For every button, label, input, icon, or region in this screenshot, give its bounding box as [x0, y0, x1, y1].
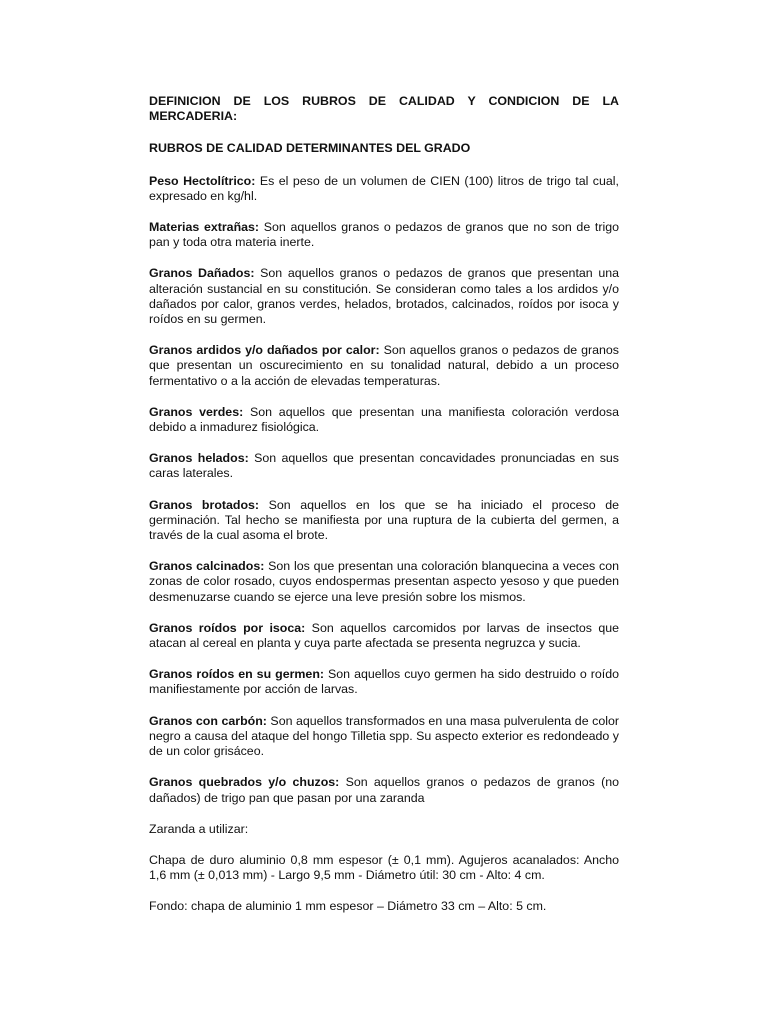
document-title: DEFINICION DE LOS RUBROS DE CALIDAD Y CONDICION DE LA MERCADERIA:	[149, 94, 619, 124]
definition-text: Son aquellos cuyo germen ha sido destruido o roído manifiestamente por acción de larvas.	[149, 667, 619, 697]
definition-term: Granos ardidos y/o dañados por calor:	[149, 343, 380, 358]
definition-text: Son aquellos en los que se ha iniciado el proceso de germinación. Tal hecho se manifiesta por una ruptura de la cubierta del germen, a través de la cual asoma el brote.	[149, 497, 619, 543]
definition-text: Son aquellos carcomidos por larvas de insectos que atacan al cereal en planta y cuya parte afectada se presenta negruzca y sucia.	[149, 620, 620, 651]
definition-text: Es el peso de un volumen de CIEN (100) litros de trigo tal cual, expresado en kg/hl.	[149, 173, 619, 203]
definition-term: Granos Dañados:	[149, 266, 255, 281]
definition-term: Granos roídos por isoca:	[149, 620, 306, 635]
definition-text: Son los que presentan una coloración blanquecina a veces con zonas de color rosado, cuyos endospermas presentan aspecto yesoso y que pueden desmenuzarse cuando se ejerce una leve presión sobre los mismos.	[149, 559, 620, 604]
definition-text: Son aquellos que presentan una manifiesta coloración verdosa debido a inmadurez fisiológica.	[149, 404, 620, 435]
definition-text: Son aquellos granos o pedazos de granos (no dañados) de trigo pan que pasan por una zaranda	[149, 775, 619, 805]
definition-text: Son aquellos transformados en una masa pulverulenta de color negro a causa del ataque del hongo Tilletia spp. Su aspecto exterior es redondeado y de un color grisáceo.	[149, 713, 619, 759]
definition-term: Granos verdes:	[149, 404, 244, 419]
definition-granos-brotados	[149, 498, 619, 544]
definition-text: Son aquellos que presentan concavidades pronunciadas en sus caras laterales.	[149, 451, 619, 481]
definition-granos-calcinados	[149, 559, 619, 605]
definition-term: Granos con carbón:	[149, 713, 267, 728]
definition-text: Son aquellos granos o pedazos de granos que presentan un oscurecimiento en su tonalidad natural, debido a un proceso fermentativo o a la acción de elevadas temperaturas.	[149, 343, 619, 388]
definition-granos-verdes	[149, 405, 619, 435]
zaranda-label: Zaranda a utilizar:	[149, 821, 249, 836]
definition-text: Son aquellos granos o pedazos de granos que presentan una alteración sustancial en su constitución. Se consideran como tales a los ardidos y/o dañados por calor, granos verdes, helados, brotados, calcinados, roídos por isoca y roídos en su germen.	[149, 266, 619, 327]
definition-term: Peso Hectolítrico:	[149, 173, 256, 188]
definition-term: Granos calcinados:	[149, 559, 265, 574]
definition-granos-quebrados	[149, 775, 619, 805]
definition-granos-roidos-isoca	[149, 621, 619, 651]
definition-term: Granos brotados:	[149, 497, 260, 512]
section-subtitle: RUBROS DE CALIDAD DETERMINANTES DEL GRADO	[149, 141, 471, 156]
document-page	[149, 94, 619, 931]
chapa-spec: Chapa de duro aluminio 0,8 mm espesor (± 0,1 mm). Agujeros acanalados: Ancho 1,6 mm (± 0,013 mm) - Largo 9,5 mm - Diámetro útil: 30 cm - Alto: 4 cm.	[149, 852, 619, 883]
definition-granos-roidos-germen	[149, 667, 619, 697]
fondo-spec: Fondo: chapa de aluminio 1 mm espesor – Diámetro 33 cm – Alto: 5 cm.	[149, 899, 547, 914]
definition-term: Granos roídos en su germen:	[149, 667, 325, 682]
definition-term: Materias extrañas:	[149, 220, 260, 235]
definition-granos-danados	[149, 266, 619, 327]
definition-text: Son aquellos granos o pedazos de granos que no son de trigo pan y toda otra materia inerte.	[149, 220, 619, 250]
definition-materias-extranas	[149, 220, 619, 250]
definition-granos-ardidos	[149, 343, 619, 389]
definition-term: Granos helados:	[149, 451, 249, 466]
definition-granos-carbon	[149, 714, 619, 760]
definition-granos-helados	[149, 451, 619, 481]
definition-term: Granos quebrados y/o chuzos:	[149, 775, 340, 790]
definition-peso-hectolitrico	[149, 174, 619, 204]
